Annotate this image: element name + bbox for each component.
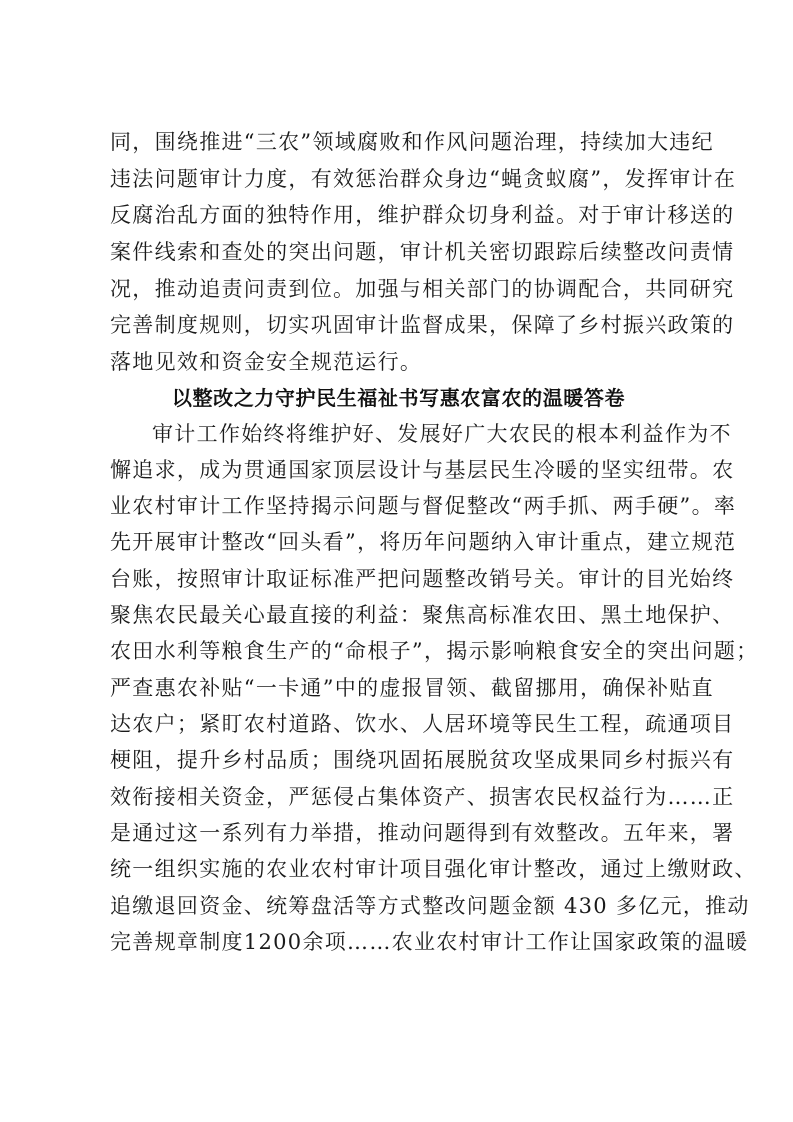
- paragraph-line: 审计工作始终将维护好、发展好广大农民的根本利益作为不: [152, 422, 732, 446]
- paragraph-line: 农田水利等粮食生产的“命根子”，揭示影响粮食安全的突出问题；: [110, 639, 759, 663]
- paragraph-line: 梗阻，提升乡村品质；围绕巩固拓展脱贫攻坚成果同乡村振兴有: [110, 748, 735, 772]
- paragraph-line: 先开展审计整改“回头看”，将历年问题纳入审计重点，建立规范: [110, 530, 737, 554]
- paragraph-line: 反腐治乱方面的独特作用，维护群众切身利益。对于审计移送的: [110, 203, 735, 227]
- paragraph-line: 违法问题审计力度，有效惩治群众身边“蝇贪蚁腐”，发挥审计在: [110, 167, 737, 191]
- paragraph-line: 懈追求，成为贯通国家顶层设计与基层民生冷暖的坚实纽带。农: [110, 458, 735, 482]
- paragraph-line: 是通过这一系列有力举措，推动问题得到有效整改。五年来，署: [110, 821, 735, 845]
- paragraph-line: 追缴退回资金、统筹盘活等方式整改问题金额 430 多亿元，推动: [110, 894, 750, 918]
- paragraph-line: 完善规章制度1200余项……农业农村审计工作让国家政策的温暖: [110, 930, 749, 954]
- paragraph-line: 台账，按照审计取证标准严把问题整改销号关。审计的目光始终: [110, 567, 735, 591]
- paragraph-line: 严查惠农补贴“一卡通”中的虚报冒领、截留挪用，确保补贴直: [110, 676, 714, 700]
- paragraph-line: 统一组织实施的农业农村审计项目强化审计整改，通过上缴财政、: [110, 857, 757, 881]
- paragraph-line: 案件线索和查处的突出问题，审计机关密切跟踪后续整改问责情: [110, 240, 735, 264]
- paragraph-line: 业农村审计工作坚持揭示问题与督促整改“两手抓、两手硬”。率: [110, 494, 737, 518]
- paragraph-line: 落地见效和资金安全规范运行。: [110, 350, 423, 374]
- paragraph-line: 聚焦农民最关心最直接的利益：聚焦高标准农田、黑土地保护、: [110, 603, 735, 627]
- paragraph-line: 效衔接相关资金，严惩侵占集体资产、损害农民权益行为……正: [110, 785, 735, 809]
- paragraph-line: 况，推动追责问责到位。加强与相关部门的协调配合，共同研究: [110, 277, 735, 301]
- paragraph-line: 达农户；紧盯农村道路、饮水、人居环境等民生工程，疏通项目: [110, 712, 735, 736]
- paragraph-line: 完善制度规则，切实巩固审计监督成果，保障了乡村振兴政策的: [110, 313, 735, 337]
- paragraph-line: 同，围绕推进“三农”领域腐败和作风问题治理，持续加大违纪: [110, 130, 714, 154]
- section-heading: 以整改之力守护民生福祉书写惠农富农的温暖答卷: [171, 386, 626, 410]
